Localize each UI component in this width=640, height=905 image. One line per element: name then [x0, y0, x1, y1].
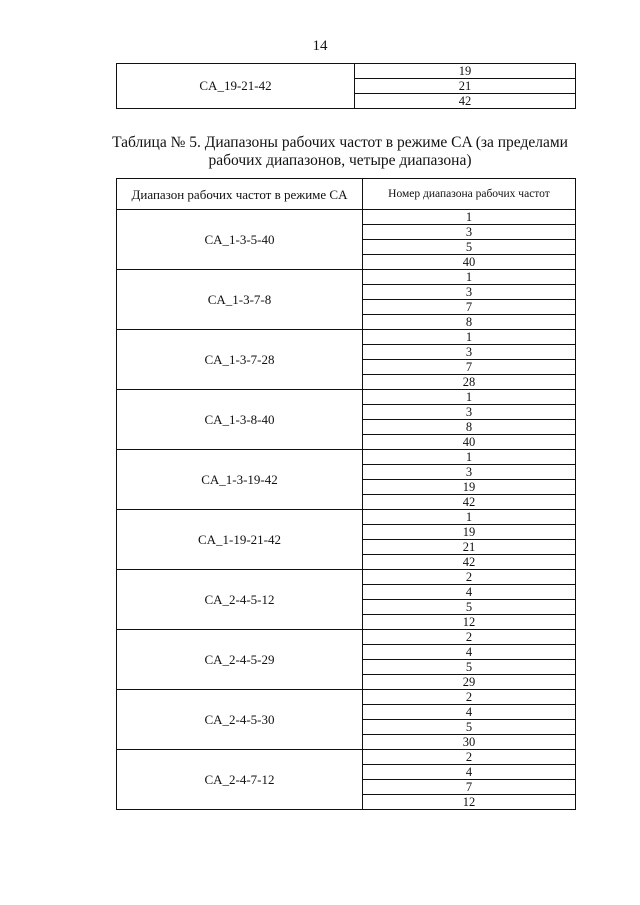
header-row [117, 179, 576, 210]
previous-table-body [117, 64, 576, 109]
band-number-cell: 4 [363, 705, 576, 720]
table-row [117, 450, 576, 465]
previous-table-continuation [116, 63, 576, 109]
ca-combination-cell: CA_1-3-5-40 [117, 210, 363, 270]
band-number-cell: 5 [363, 660, 576, 675]
band-number-cell: 7 [363, 780, 576, 795]
page-number: 14 [312, 38, 328, 54]
band-number-cell: 8 [363, 420, 576, 435]
band-number-cell: 12 [363, 615, 576, 630]
band-number-cell: 19 [355, 64, 576, 79]
band-number-cell: 7 [363, 300, 576, 315]
table-title: Таблица № 5. Диапазоны рабочих частот в режиме CA (за пределами рабочих диапазонов, четыре диапазона) [112, 134, 568, 169]
band-number-cell: 1 [363, 390, 576, 405]
band-number-cell: 3 [363, 225, 576, 240]
band-number-cell: 30 [363, 735, 576, 750]
band-number-cell: 3 [363, 465, 576, 480]
band-number-cell: 42 [355, 94, 576, 109]
band-number-cell: 12 [363, 795, 576, 810]
band-number-cell: 5 [363, 240, 576, 255]
header-ca-band-range: Диапазон рабочих частот в режиме CA [117, 179, 363, 210]
frequency-bands-table [116, 178, 576, 810]
band-number-cell: 4 [363, 765, 576, 780]
band-number-cell: 19 [363, 525, 576, 540]
band-number-cell: 2 [363, 690, 576, 705]
band-number-cell: 21 [355, 79, 576, 94]
band-number-cell: 29 [363, 675, 576, 690]
band-number-cell: 19 [363, 480, 576, 495]
ca-combination-cell: CA_19-21-42 [117, 64, 355, 109]
table-row [117, 690, 576, 705]
table-row [117, 330, 576, 345]
band-number-cell: 1 [363, 330, 576, 345]
band-number-cell: 2 [363, 630, 576, 645]
band-number-cell: 1 [363, 210, 576, 225]
band-number-cell: 3 [363, 345, 576, 360]
band-number-cell: 3 [363, 285, 576, 300]
band-number-cell: 4 [363, 585, 576, 600]
ca-combination-cell: CA_2-4-5-30 [117, 690, 363, 750]
band-number-cell: 21 [363, 540, 576, 555]
band-number-cell: 3 [363, 405, 576, 420]
band-number-cell: 2 [363, 570, 576, 585]
table-body [117, 210, 576, 810]
band-number-cell: 42 [363, 555, 576, 570]
ca-combination-cell: CA_1-3-19-42 [117, 450, 363, 510]
table-row [117, 390, 576, 405]
band-number-cell: 7 [363, 360, 576, 375]
ca-combination-cell: CA_1-3-7-8 [117, 270, 363, 330]
table-row [117, 510, 576, 525]
ca-combination-cell: CA_2-4-5-29 [117, 630, 363, 690]
ca-combination-cell: CA_1-3-8-40 [117, 390, 363, 450]
band-number-cell: 4 [363, 645, 576, 660]
band-number-cell: 5 [363, 600, 576, 615]
ca-combination-cell: CA_2-4-5-12 [117, 570, 363, 630]
band-number-cell: 28 [363, 375, 576, 390]
table-row [117, 570, 576, 585]
table-row [117, 64, 576, 79]
ca-combination-cell: CA_1-3-7-28 [117, 330, 363, 390]
band-number-cell: 1 [363, 270, 576, 285]
table-row [117, 210, 576, 225]
band-number-cell: 2 [363, 750, 576, 765]
table-row [117, 270, 576, 285]
band-number-cell: 40 [363, 255, 576, 270]
table-header [117, 179, 576, 210]
band-number-cell: 1 [363, 450, 576, 465]
ca-combination-cell: CA_1-19-21-42 [117, 510, 363, 570]
ca-combination-cell: CA_2-4-7-12 [117, 750, 363, 810]
table-row [117, 630, 576, 645]
band-number-cell: 1 [363, 510, 576, 525]
band-number-cell: 8 [363, 315, 576, 330]
table-row [117, 750, 576, 765]
header-band-number: Номер диапазона рабочих частот [363, 179, 576, 210]
band-number-cell: 40 [363, 435, 576, 450]
band-number-cell: 42 [363, 495, 576, 510]
band-number-cell: 5 [363, 720, 576, 735]
